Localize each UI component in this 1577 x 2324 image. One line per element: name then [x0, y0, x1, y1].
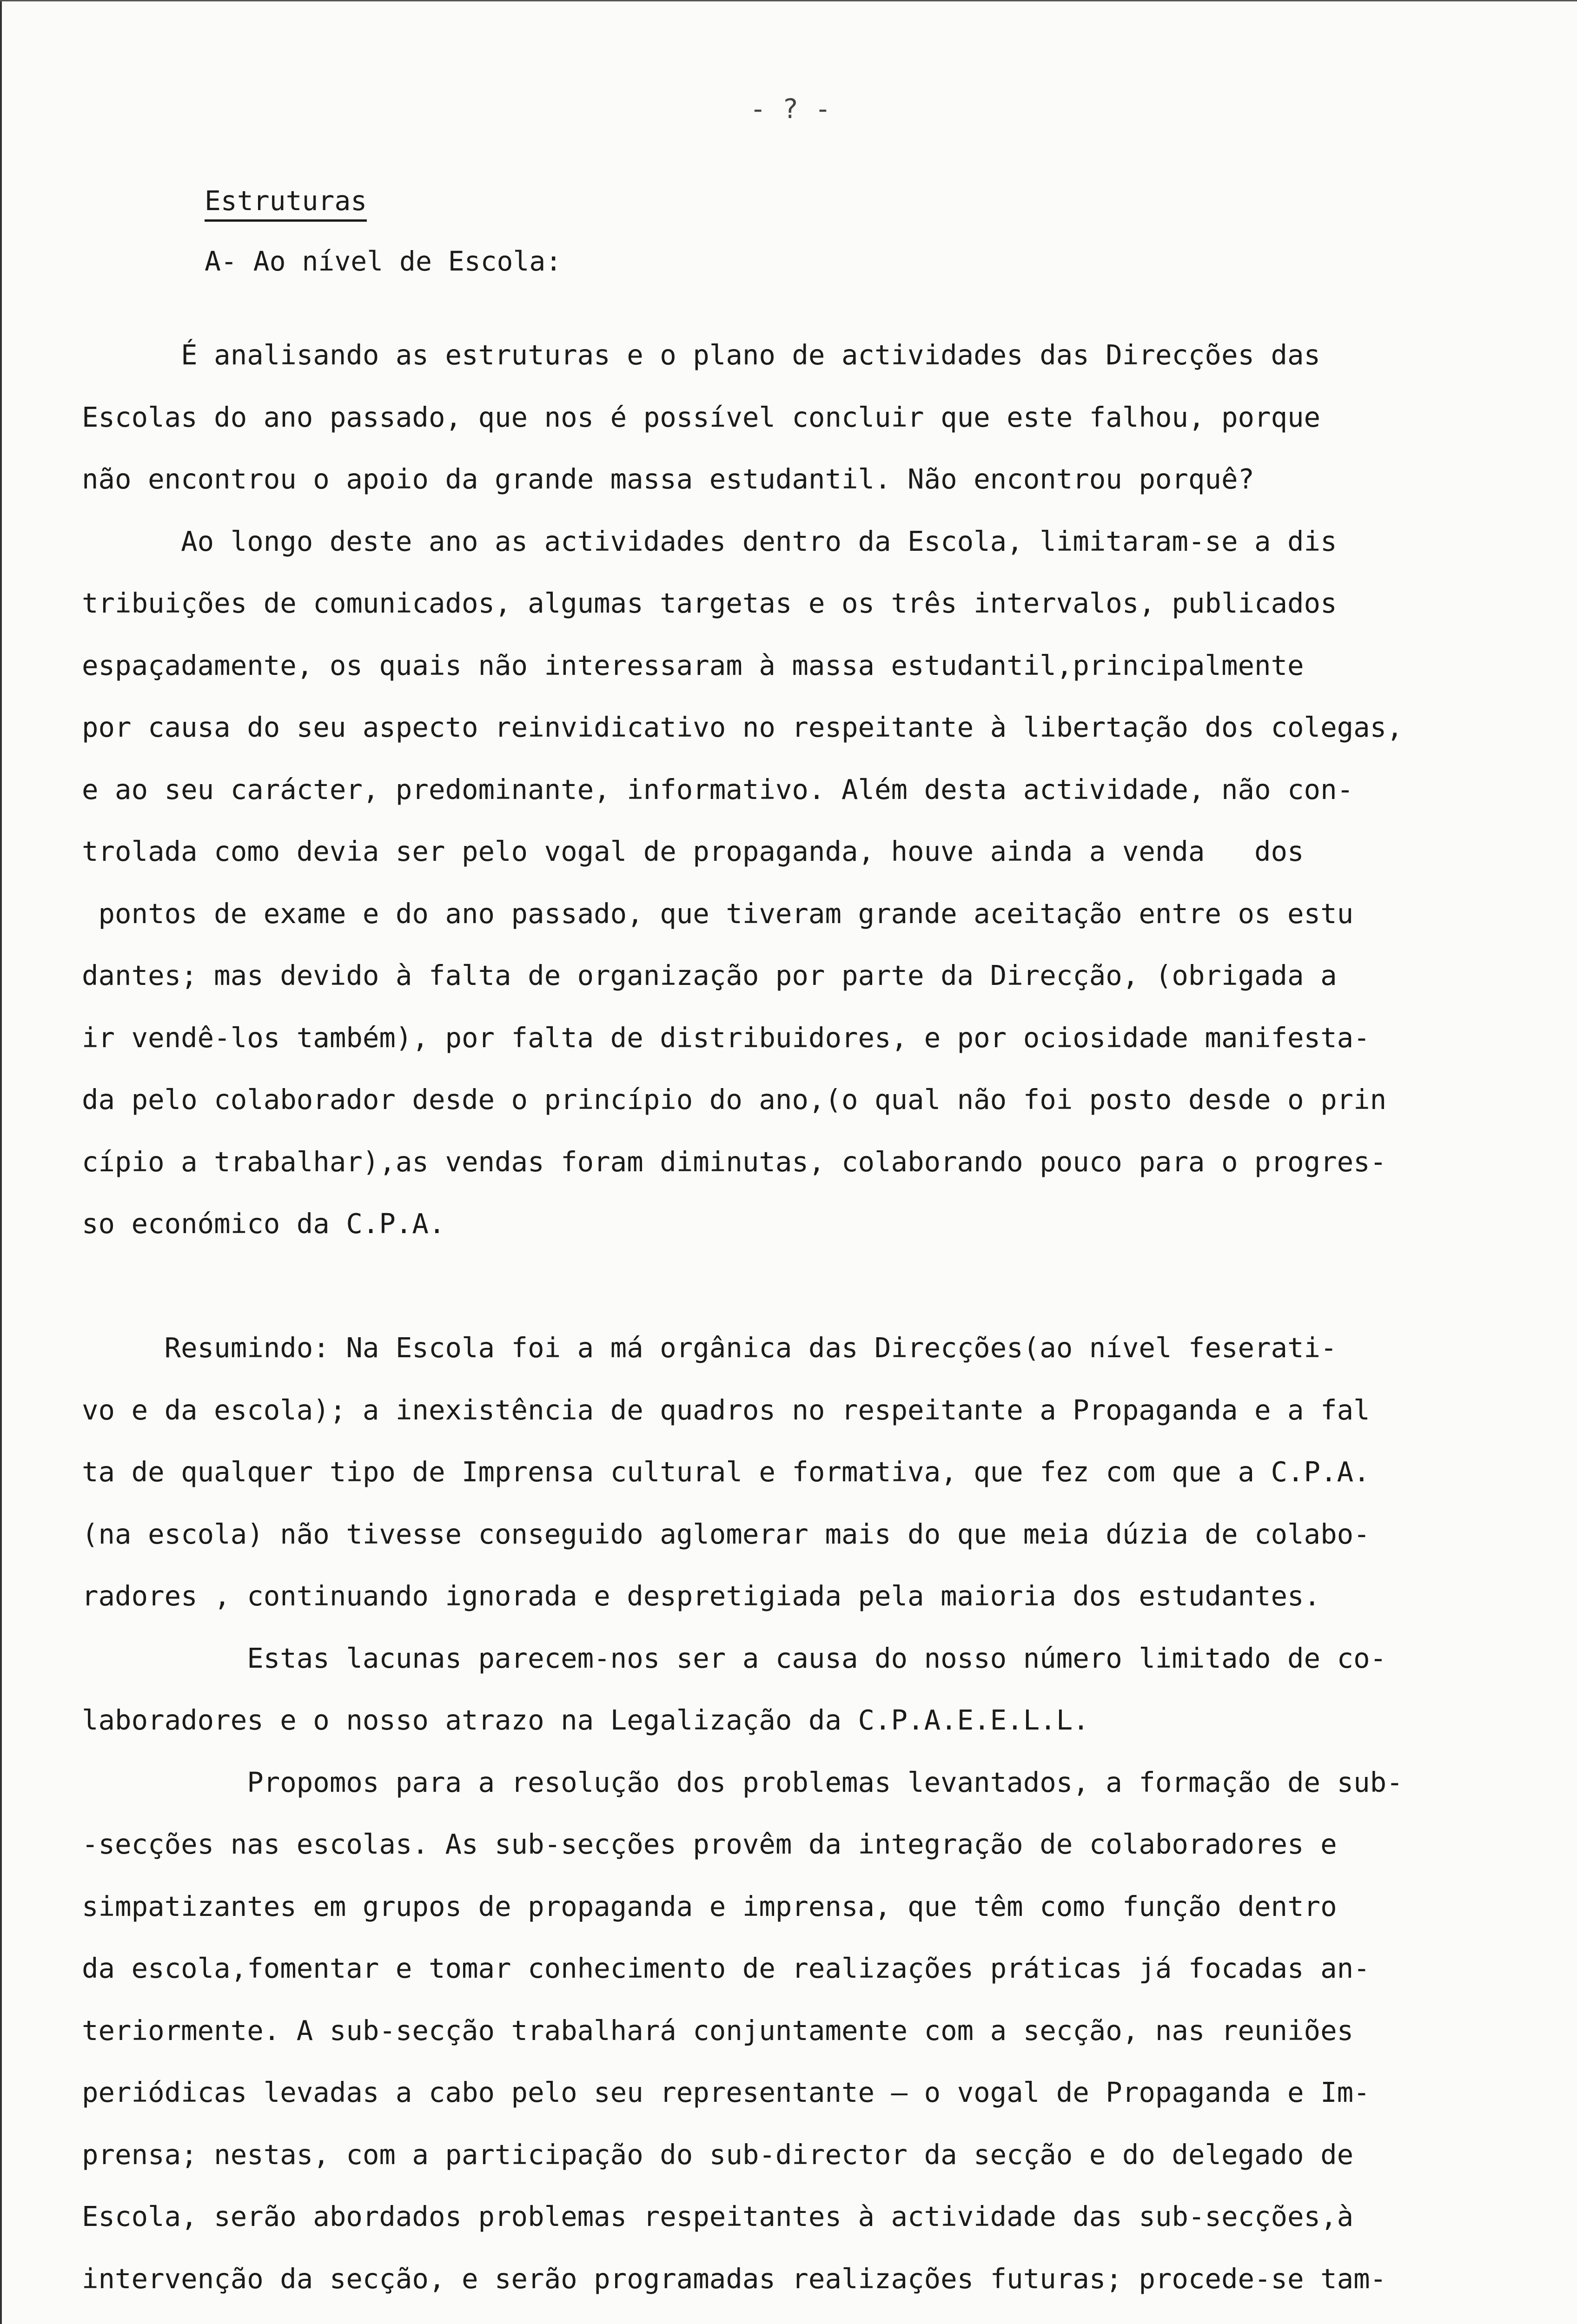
subsection-heading: A- Ao nível de Escola:: [205, 245, 562, 277]
text-line: cípio a trabalhar),as vendas foram diminutas, colaborando pouco para o progres-: [82, 1146, 1387, 1178]
text-line: Escolas do ano passado, que nos é possível concluir que este falhou, porque: [82, 401, 1321, 433]
text-line: prensa; nestas, com a participação do sub-director da secção e do delegado de: [82, 2139, 1354, 2171]
text-line: vo e da escola); a inexistência de quadros no respeitante a Propaganda e a fal: [82, 1394, 1370, 1426]
text-line: simpatizantes em grupos de propaganda e imprensa, que têm como função dentro: [82, 1890, 1337, 1922]
text-line: periódicas levadas a cabo pelo seu representante — o vogal de Propaganda e Im-: [82, 2076, 1370, 2108]
text-line: trolada como devia ser pelo vogal de propaganda, houve ainda a venda dos: [82, 835, 1304, 867]
text-line: não encontrou o apoio da grande massa estudantil. Não encontrou porquê?: [82, 463, 1254, 495]
text-line: e ao seu carácter, predominante, informativo. Além desta actividade, não con-: [82, 773, 1354, 805]
page-top-edge: [0, 0, 1577, 1]
section-heading: Estruturas: [205, 185, 367, 222]
text-line: radores , continuando ignorada e despretigiada pela maioria dos estudantes.: [82, 1580, 1321, 1612]
text-line: so económico da C.P.A.: [82, 1208, 445, 1240]
text-line: laboradores e o nosso atrazo na Legalização da C.P.A.E.E.L.L.: [82, 1704, 1089, 1736]
text-line: da pelo colaborador desde o princípio do ano,(o qual não foi posto desde o prin: [82, 1083, 1387, 1116]
text-line: Estas lacunas parecem-nos ser a causa do nosso número limitado de co-: [82, 1642, 1387, 1674]
text-line: intervenção da secção, e serão programadas realizações futuras; procede-se tam-: [82, 2263, 1387, 2295]
page-left-edge: [0, 0, 2, 2324]
text-line: ir vendê-los também), por falta de distribuidores, e por ociosidade manifesta-: [82, 1022, 1370, 1054]
text-line: pontos de exame e do ano passado, que tiveram grande aceitação entre os estu: [82, 898, 1354, 930]
text-line: Escola, serão abordados problemas respeitantes à actividade das sub-secções,à: [82, 2200, 1354, 2232]
text-line: tribuições de comunicados, algumas targetas e os três intervalos, publicados: [82, 587, 1337, 619]
text-line: -secções nas escolas. As sub-secções provêm da integração de colaboradores e: [82, 1828, 1337, 1860]
text-line: Propomos para a resolução dos problemas levantados, a formação de sub-: [82, 1766, 1403, 1798]
text-line: ta de qualquer tipo de Imprensa cultural e formativa, que fez com que a C.P.A.: [82, 1456, 1370, 1488]
text-line: da escola,fomentar e tomar conhecimento de realizações práticas já focadas an-: [82, 1952, 1370, 1984]
text-line: É analisando as estruturas e o plano de actividades das Direcções das: [82, 339, 1321, 371]
text-line: teriormente. A sub-secção trabalhará conjuntamente com a secção, nas reuniões: [82, 2014, 1354, 2047]
page-number: - ? -: [749, 93, 831, 125]
text-line: espaçadamente, os quais não interessaram à massa estudantil,principalmente: [82, 649, 1304, 681]
text-line: [82, 1269, 1542, 1303]
text-line: dantes; mas devido à falta de organização por parte da Direcção, (obrigada a: [82, 959, 1337, 991]
text-line: por causa do seu aspecto reinvidicativo no respeitante à libertação dos colegas,: [82, 711, 1403, 743]
text-line: Resumindo: Na Escola foi a má orgânica das Direcções(ao nível feserati-: [82, 1332, 1337, 1364]
text-line: (na escola) não tivesse conseguido aglomerar mais do que meia dúzia de colabo-: [82, 1518, 1370, 1550]
text-line: Ao longo deste ano as actividades dentro da Escola, limitaram-se a dis: [82, 525, 1337, 557]
